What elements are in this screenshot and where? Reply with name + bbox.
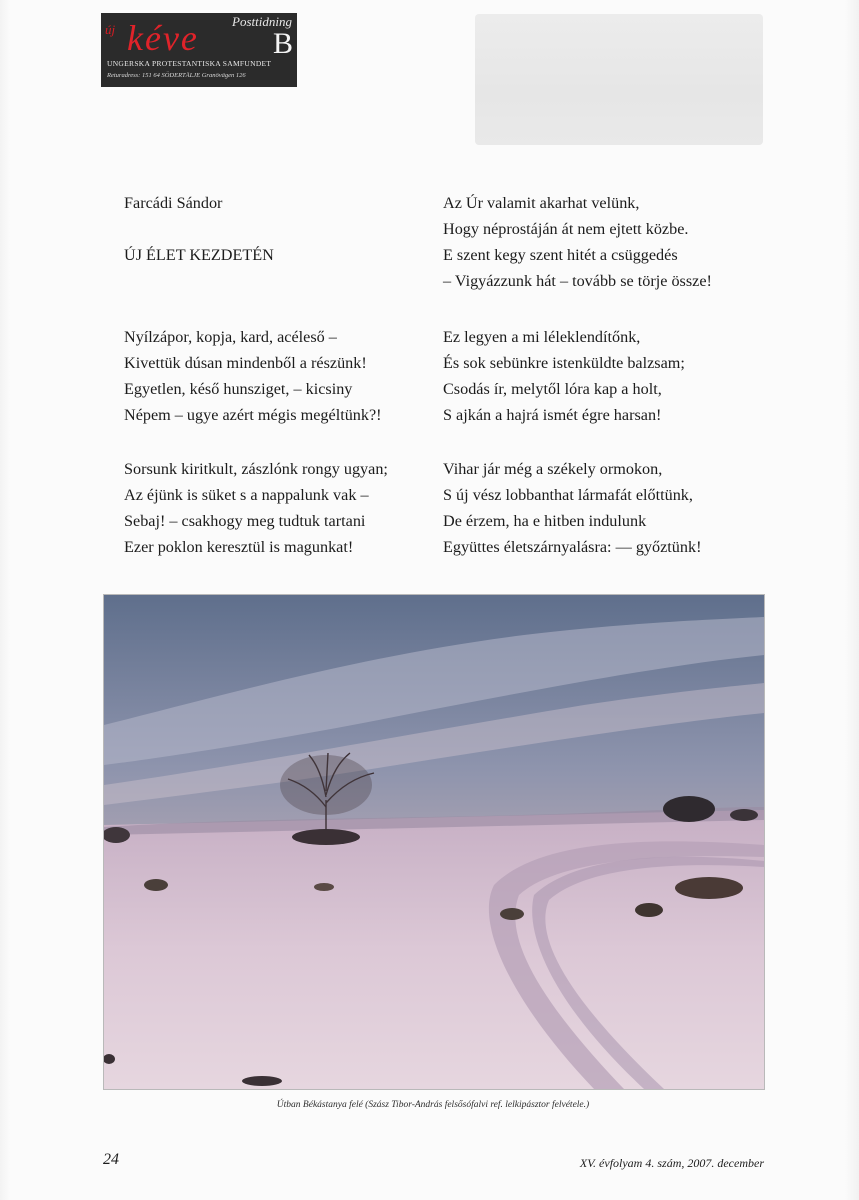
poem-line: Népem – ugye azért mégis megéltünk?! [124, 406, 382, 424]
poem-line: Együttes életszárnyalásra: — győztünk! [443, 538, 702, 556]
poem-line: De érzem, ha e hitben indulunk [443, 512, 647, 530]
poem-line: S ajkán a hajrá ismét égre harsan! [443, 406, 662, 424]
poem-line: Kivettük dúsan mindenből a részünk! [124, 354, 367, 372]
poem-line: – Vigyázzunk hát – tovább se törje össze! [443, 272, 712, 290]
poem-line: Sorsunk kiritkult, zászlónk rongy ugyan; [124, 460, 388, 478]
page-number: 24 [103, 1151, 119, 1168]
issue-info: XV. évfolyam 4. szám, 2007. december [579, 1156, 764, 1170]
poem-line: E szent kegy szent hitét a csüggedés [443, 246, 678, 264]
stanza [443, 456, 712, 560]
masthead-address: Returadress: 151 64 SÖDERTÄLJE Granövägen 126 [107, 72, 246, 79]
masthead-title: kéve [127, 18, 199, 58]
poem-line: Az éjünk is süket s a nappalunk vak – [124, 486, 369, 504]
stanza [443, 190, 712, 294]
poem-line: Sebaj! – csakhogy meg tudtuk tartani [124, 512, 366, 530]
winter-landscape-photo [103, 594, 765, 1090]
poem-author: Farcádi Sándor [124, 194, 223, 212]
poem-line: Csodás ír, melytől lóra kap a holt, [443, 380, 662, 398]
posttidning-label: Posttidning [232, 14, 292, 29]
poem-line: Az Úr valamit akarhat velünk, [443, 194, 640, 212]
poem-title: ÚJ ÉLET KEZDETÉN [124, 246, 274, 264]
masthead-logo [101, 13, 297, 87]
poem-line: Ez legyen a mi léleklendítőnk, [443, 328, 641, 346]
poem-line: Ezer poklon keresztül is magunkat! [124, 538, 354, 556]
poem-line: Vihar jár még a székely ormokon, [443, 460, 663, 478]
poem-line: Hogy néprostáján át nem ejtett közbe. [443, 220, 689, 238]
poem-line: És sok sebünkre istenküldte balzsam; [443, 354, 685, 372]
poem-right-column [443, 190, 712, 560]
poem-line: S új vész lobbanthat lármafát előttünk, [443, 486, 693, 504]
address-label-area [475, 14, 763, 145]
stanza [124, 324, 388, 428]
stanza [443, 324, 712, 428]
poem-line: Egyetlen, késő hunsziget, – kicsiny [124, 380, 353, 398]
poem-line: Nyílzápor, kopja, kard, acéleső – [124, 328, 337, 346]
masthead-prefix: új [105, 22, 116, 37]
masthead-org: UNGERSKA PROTESTANTISKA SAMFUNDET [107, 59, 272, 68]
photo-caption: Útban Békástanya felé (Szász Tibor-András felsősófalvi ref. lelkipásztor felvétele.) [276, 1100, 590, 1110]
poem-left-column [124, 190, 388, 560]
stanza [124, 456, 388, 560]
postage-class-letter: B [272, 27, 293, 60]
